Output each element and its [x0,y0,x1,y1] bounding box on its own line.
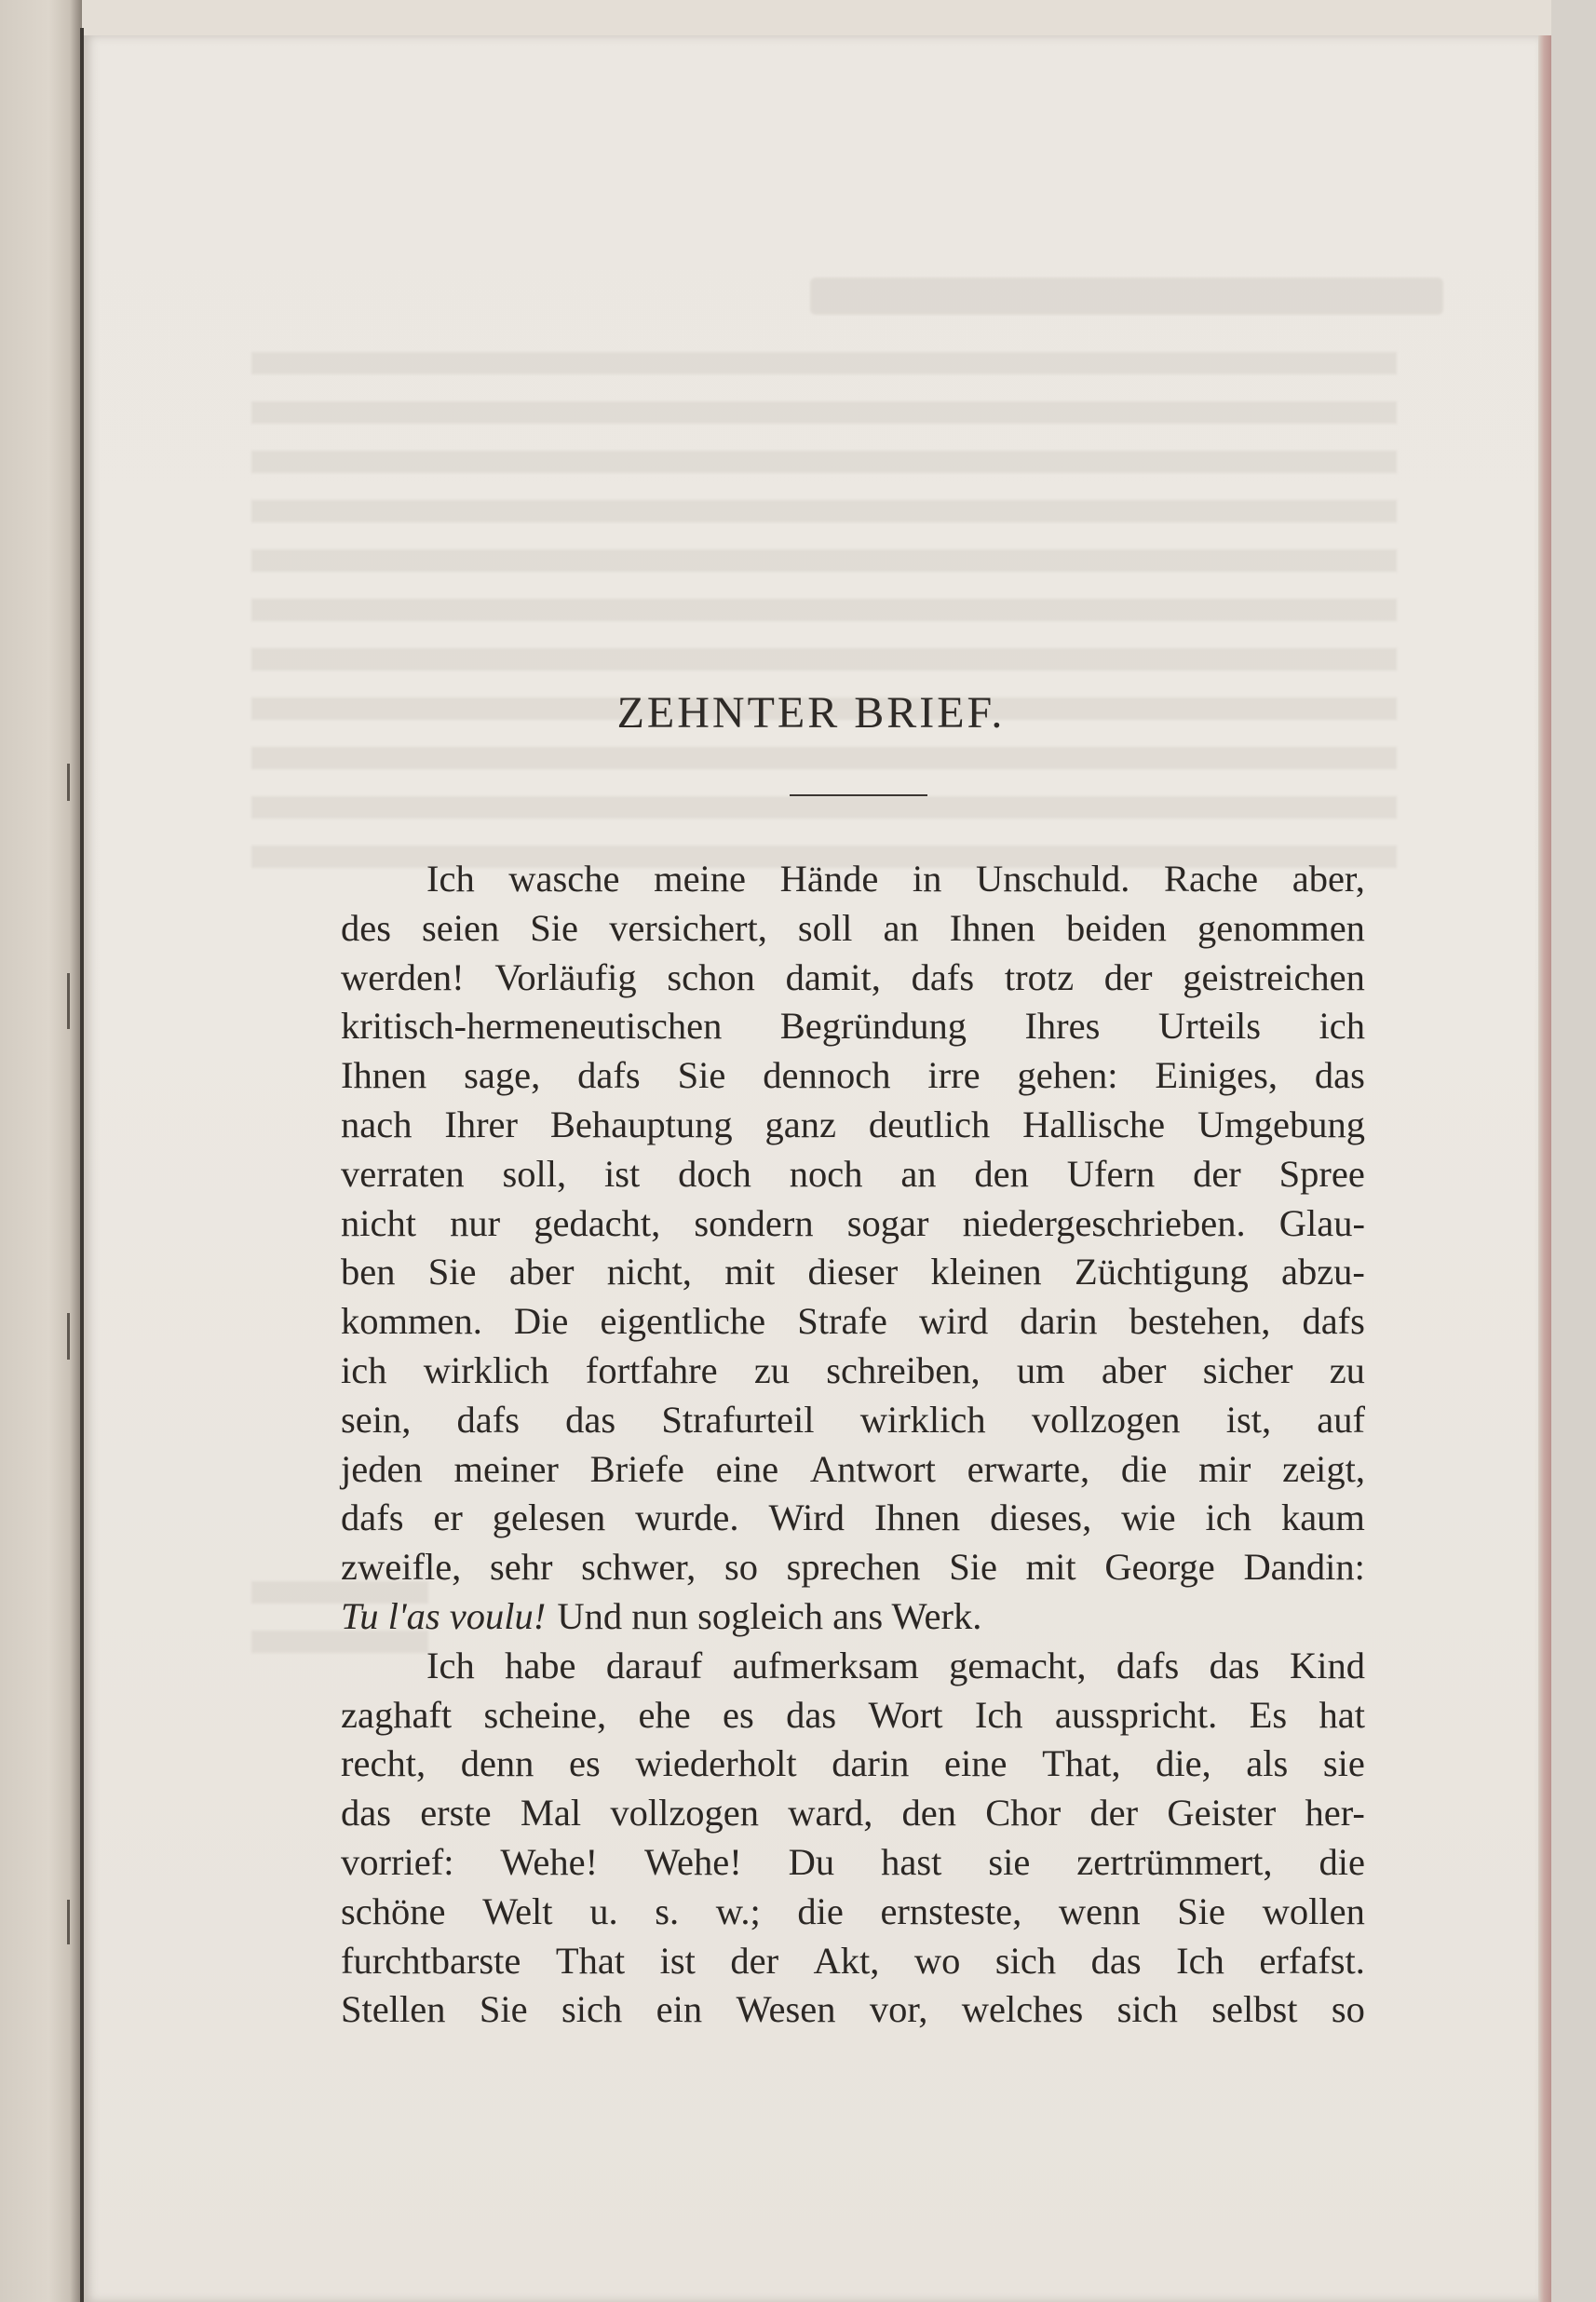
text-line: des seien Sie versichert, soll an Ihnen beiden genommen [341,906,1365,949]
text-line: das erste Mal vollzogen ward, den Chor der Geister her- [341,1792,1365,1835]
text-line: furchtbarste That ist der Akt, wo sich das Ich erfafst. [341,1939,1365,1982]
binding-mark [67,764,70,801]
text-line: Stellen Sie sich ein Wesen vor, welches sich selbst so [341,1988,1365,2031]
scan-background [1551,0,1596,2302]
text-line: jeden meiner Briefe eine Antwort erwarte, die mir zeigt, [341,1447,1365,1490]
text-line: zweifle, sehr schwer, so sprechen Sie mit George Dandin: [341,1546,1365,1589]
show-through-shadow [810,278,1443,315]
text-line: ben Sie aber nicht, mit dieser kleinen Züchtigung abzu- [341,1251,1365,1293]
facing-page-edge [0,0,82,2302]
binding-mark [67,1313,70,1360]
text-line: kommen. Die eigentliche Strafe wird darin bestehen, dafs [341,1300,1365,1343]
title-rule [790,794,927,796]
text-line [341,1592,1365,1642]
text-line: sein, dafs das Strafurteil wirklich vollzogen ist, auf [341,1398,1365,1441]
text-line: kritisch-hermeneutischen Begründung Ihres Urteils ich [341,1005,1365,1048]
text-line: nach Ihrer Behauptung ganz deutlich Hallische Umgebung [341,1103,1365,1145]
page-fore-edge [1538,35,1551,2302]
text-line: verraten soll, ist doch noch an den Ufern der Spree [341,1152,1365,1195]
binding-mark [67,973,70,1029]
text-line: werden! Vorläufig schon damit, dafs trotz der geistreichen [341,955,1365,998]
chapter-title: ZEHNTER BRIEF. [616,688,1006,738]
text-line: vorrief: Wehe! Wehe! Du hast sie zertrümmert, die [341,1840,1365,1883]
text-line: Ihnen sage, dafs Sie dennoch irre gehen: Einiges, das [341,1054,1365,1097]
text-line: dafs er gelesen wurde. Wird Ihnen dieses, wie ich kaum [341,1496,1365,1539]
book-page [84,35,1538,2302]
letter-body [341,855,1365,2035]
text-line: Ich wasche meine Hände in Unschuld. Rache aber, [426,858,1365,900]
text-line: ich wirklich fortfahre zu schreiben, um aber sicher zu [341,1348,1365,1391]
text-line: Ich habe darauf aufmerksam gemacht, dafs das Kind [426,1644,1365,1686]
quote-italic: Tu l'as voulu! [341,1594,547,1637]
text-line: zaghaft scheine, ehe es das Wort Ich ausspricht. Es hat [341,1693,1365,1736]
text-span: Und nun sogleich ans Werk. [557,1594,982,1637]
text-line: recht, denn es wiederholt darin eine That, die, als sie [341,1742,1365,1785]
text-line: schöne Welt u. s. w.; die ernsteste, wenn Sie wollen [341,1889,1365,1932]
binding-mark [67,1900,70,1944]
text-line: nicht nur gedacht, sondern sogar niedergeschrieben. Glau- [341,1201,1365,1244]
